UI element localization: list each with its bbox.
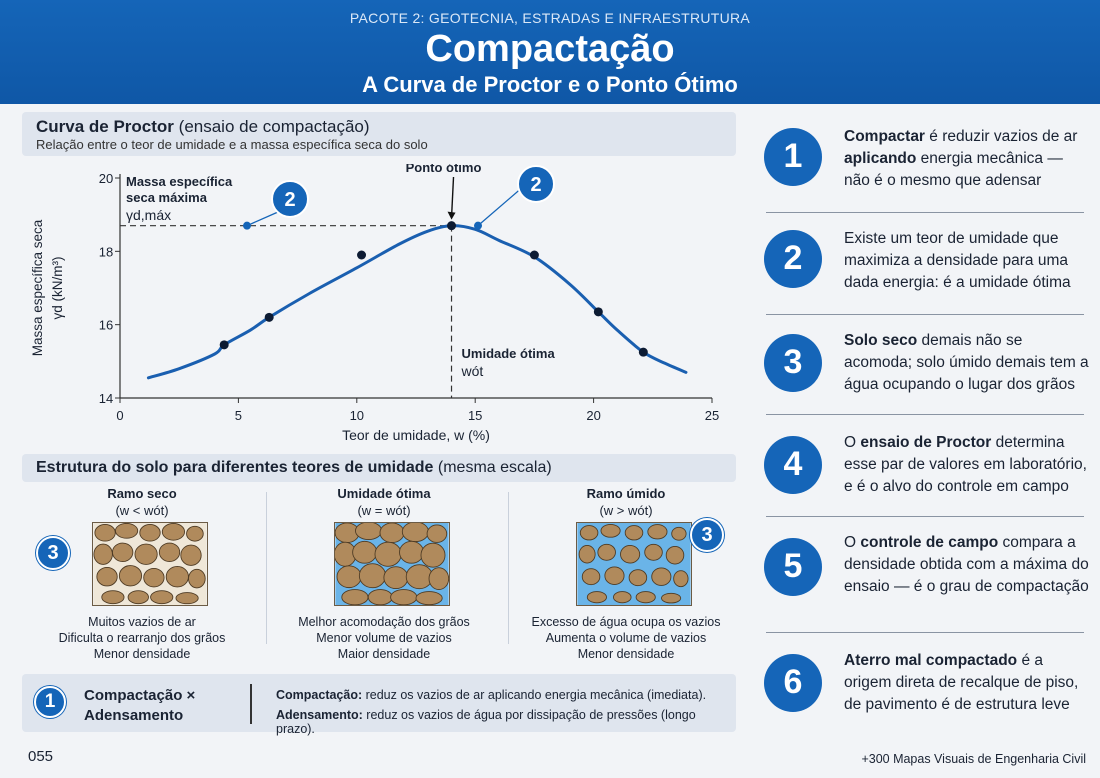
soil-grain	[102, 591, 124, 604]
key-point-text: é reduzir vazios de ar	[924, 128, 1078, 145]
key-point-3	[762, 328, 1089, 408]
x-tick-label: 20	[586, 408, 601, 423]
badge-2-optimum-label: 2	[530, 174, 542, 196]
panel-desc-line: Excesso de água ocupa os vazios	[531, 615, 721, 629]
box-line2-term: Adensamento:	[276, 708, 363, 722]
data-point	[265, 313, 274, 322]
box-line1-term: Compactação:	[276, 688, 363, 702]
soil-grain	[629, 570, 647, 586]
soil-grain	[598, 544, 616, 560]
section-structure-title: Estrutura do solo para diferentes teores de umidade	[36, 459, 434, 476]
soil-grain	[151, 591, 173, 604]
panel-title: Umidade ótima	[337, 486, 431, 501]
soil-grain	[421, 543, 445, 567]
soil-grain	[613, 592, 631, 603]
section-proctor-title: Curva de Proctor	[36, 117, 174, 136]
label-max-density: Massa específica	[126, 174, 233, 189]
y-axis-label: Massa específica seca	[30, 219, 45, 357]
x-tick-label: 0	[116, 408, 124, 423]
panel-condition: (w < wót)	[115, 503, 169, 518]
box-line2-text: reduz os vazios de água por dissipação de pressões (longo prazo).	[276, 708, 696, 736]
soil-grain	[384, 567, 408, 589]
soil-grain	[605, 567, 624, 585]
soil-grain	[112, 543, 132, 562]
soil-grain	[416, 592, 442, 605]
section-proctor-title-rest: (ensaio de compactação)	[173, 117, 370, 136]
key-point-number: 3	[764, 334, 822, 392]
soil-grain	[119, 566, 141, 586]
panel-desc-line: Melhor acomodação dos grãos	[298, 615, 470, 629]
soil-dry-illustration	[92, 522, 208, 606]
compaction-vs-consolidation-box	[22, 674, 736, 736]
soil-grain	[674, 571, 688, 587]
panel-dry	[22, 486, 262, 661]
y-tick-label: 16	[98, 317, 114, 333]
soil-grain	[94, 544, 113, 564]
optimum-arrow	[452, 177, 454, 218]
key-point-number: 5	[764, 538, 822, 596]
soil-grain	[625, 526, 643, 540]
key-point-number: 1	[764, 128, 822, 186]
soil-grain	[166, 566, 188, 586]
key-point-text: demais não se acomoda; solo úmido demais tem a água ocupando o lugar dos grãos	[844, 332, 1089, 393]
soil-grain	[636, 592, 655, 603]
soil-grain	[580, 526, 598, 540]
left-column	[22, 112, 742, 734]
key-point-bold: aplicando	[844, 150, 917, 167]
section-structure-title-rest: (mesma escala)	[433, 459, 552, 476]
soil-grain	[159, 543, 179, 562]
label-max-density-symbol: γd,máx	[126, 207, 172, 223]
panel-title: Ramo seco	[107, 486, 177, 501]
y-axis-label-unit: γd (kN/m³)	[50, 256, 65, 320]
soil-grain	[582, 569, 600, 585]
soil-grain	[661, 593, 680, 603]
section-proctor-subtitle: Relação entre o teor de umidade e a massa específica seca do solo	[36, 137, 428, 152]
soil-grain	[128, 591, 148, 604]
panel-desc-line: Aumenta o volume de vazios	[545, 631, 707, 645]
soil-grain	[620, 545, 639, 563]
soil-grain	[399, 541, 423, 563]
panel-desc-line: Menor densidade	[93, 647, 191, 661]
divider	[766, 212, 1084, 213]
y-tick-label: 14	[98, 391, 114, 406]
soil-grain	[666, 546, 684, 564]
soil-grain	[342, 590, 368, 605]
page-subtitle: A Curva de Proctor e o Ponto Ótimo	[362, 72, 738, 97]
soil-grain	[115, 523, 137, 538]
data-point	[357, 251, 366, 260]
key-point-text: é a origem direta de recalque de piso, de pavimento é de estrutura leve	[844, 652, 1079, 713]
soil-grain	[176, 593, 198, 604]
soil-grain	[645, 544, 663, 560]
soil-grain	[337, 566, 361, 588]
key-point-5	[762, 532, 1089, 622]
data-point	[447, 221, 456, 230]
panel-desc-line: Menor volume de vazios	[316, 631, 452, 645]
badge-2-max-label: 2	[284, 189, 296, 211]
panel-condition: (w = wót)	[357, 503, 411, 518]
panel-desc-line: Menor densidade	[577, 647, 675, 661]
proctor-chart	[22, 164, 742, 454]
data-point	[220, 340, 229, 349]
panel-desc-line: Dificulta o rearranjo dos grãos	[58, 631, 226, 645]
label-max-density: seca máxima	[126, 190, 207, 205]
soil-grain	[652, 568, 671, 586]
badge-anchor-dot	[243, 222, 251, 230]
soil-grain	[579, 545, 595, 563]
badge-3-dry: 3	[36, 536, 70, 570]
key-point-4	[762, 432, 1086, 512]
soil-grain	[375, 542, 401, 566]
label-optimum-point: Ponto ótimo	[405, 164, 482, 175]
key-point-text: Existe um teor de umidade que maximiza a densidade para uma dada energia: é a umidade ótima	[844, 230, 1071, 291]
panel-wet	[506, 486, 746, 661]
series-name: +300 Mapas Visuais de Engenharia Civil	[861, 752, 1086, 766]
box-separator	[250, 684, 252, 724]
key-point-text: O	[844, 534, 861, 551]
data-point	[639, 348, 648, 357]
x-tick-label: 25	[704, 408, 720, 423]
section-structure-header	[22, 454, 736, 482]
soil-grain	[353, 541, 377, 563]
soil-grain	[144, 568, 164, 587]
soil-grain	[427, 525, 447, 542]
key-point-text: O	[844, 434, 861, 451]
soil-wet-illustration	[576, 522, 692, 606]
soil-grain	[140, 524, 160, 541]
soil-grain	[135, 544, 157, 564]
soil-grain	[601, 524, 620, 537]
soil-grain	[189, 569, 206, 588]
y-tick-label: 20	[98, 171, 114, 186]
soil-grain	[391, 590, 417, 605]
key-point-2	[762, 226, 1086, 306]
badge-anchor-dot	[474, 222, 482, 230]
divider	[766, 632, 1084, 633]
x-tick-label: 15	[467, 408, 483, 423]
key-point-bold: controle de campo	[860, 534, 999, 551]
key-point-bold: ensaio de Proctor	[860, 434, 992, 451]
key-point-bold: Aterro mal compactado	[844, 652, 1018, 669]
section-proctor-header	[22, 112, 736, 156]
key-point-text: energia mecânica — não é o mesmo que adensar	[844, 150, 1063, 189]
label-optimum-moisture-symbol: wót	[461, 363, 484, 379]
key-point-bold: Solo seco	[844, 332, 918, 349]
soil-grain	[162, 523, 184, 540]
y-tick-label: 18	[98, 244, 114, 260]
soil-grain	[587, 592, 606, 603]
key-point-number: 4	[764, 436, 822, 494]
soil-grain	[355, 522, 381, 539]
label-optimum-moisture: Umidade ótima	[461, 346, 555, 361]
soil-grain	[429, 568, 449, 590]
panel-desc-line: Muitos vazios de ar	[88, 615, 196, 629]
soil-grain	[402, 522, 428, 542]
key-point-number: 6	[764, 654, 822, 712]
soil-grain	[187, 526, 204, 541]
data-point	[594, 307, 603, 316]
key-point-number: 2	[764, 230, 822, 288]
soil-grain	[359, 564, 385, 588]
divider	[766, 516, 1084, 517]
key-point-text: determina esse par de valores em laboratório, e é o alvo do controle em campo	[844, 434, 1087, 495]
soil-grain	[95, 524, 115, 541]
data-point	[530, 251, 539, 260]
soil-grain	[380, 523, 404, 543]
x-tick-label: 5	[234, 408, 243, 423]
soil-optimum-illustration	[334, 522, 450, 606]
box-label: Compactação × Adensamento	[84, 687, 196, 724]
divider	[766, 414, 1084, 415]
key-point-bold: Compactar	[844, 128, 925, 145]
optimum-arrowhead	[448, 212, 456, 220]
soil-grain	[672, 527, 686, 540]
panel-optimum	[264, 486, 504, 661]
badge-1: 1	[34, 686, 66, 718]
page-title: Compactação	[425, 28, 675, 70]
page-number: 055	[28, 748, 54, 765]
soil-grain	[97, 567, 117, 586]
badge-connector	[478, 186, 524, 226]
soil-grain	[406, 565, 432, 589]
soil-grain	[648, 525, 667, 539]
header-banner	[0, 0, 1100, 104]
divider	[766, 314, 1084, 315]
x-axis-label: Teor de umidade, w (%)	[342, 427, 490, 443]
badge-connector	[247, 212, 278, 226]
panel-title: Ramo úmido	[586, 486, 666, 501]
key-point-1	[762, 122, 1086, 202]
key-point-6	[762, 650, 1086, 730]
panel-desc-line: Maior densidade	[337, 647, 431, 661]
soil-grain	[368, 590, 392, 605]
key-point-text: compara a densidade obtida com a máxima do ensaio — é o grau de compactação	[844, 534, 1089, 595]
panel-condition: (w > wót)	[599, 503, 653, 518]
key-points-column	[762, 112, 1090, 736]
x-tick-label: 10	[349, 408, 365, 423]
box-line1-text: reduz os vazios de ar aplicando energia mecânica (imediata).	[362, 688, 707, 702]
badge-3-wet: 3	[690, 518, 724, 552]
package-label: PACOTE 2: GEOTECNIA, ESTRADAS E INFRAESTRUTURA	[349, 10, 751, 26]
proctor-curve	[148, 226, 686, 378]
soil-grain	[181, 545, 201, 565]
